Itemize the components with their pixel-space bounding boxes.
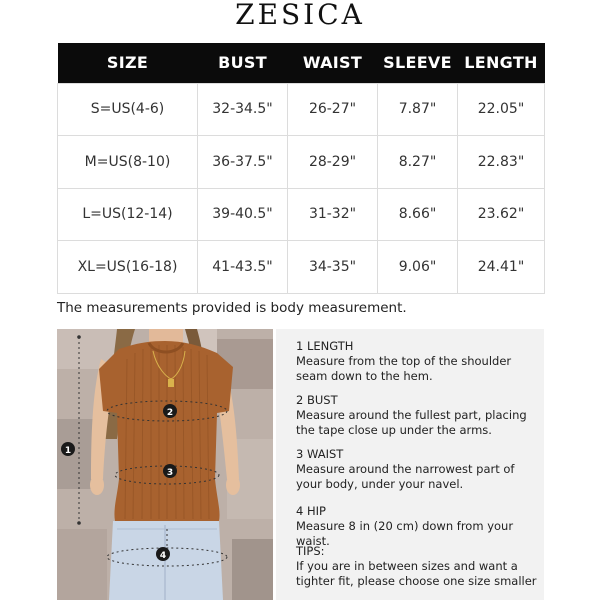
marker-4 <box>156 547 170 561</box>
cell-length: 23.62" <box>458 188 545 241</box>
cell-sleeve: 8.27" <box>378 136 458 189</box>
tips-text: If you are in between sizes and want a tighter fit, please choose one size smaller <box>296 559 537 588</box>
cell-bust: 39-40.5" <box>198 188 288 241</box>
header-size: SIZE <box>58 43 198 83</box>
cell-size: M=US(8-10) <box>58 136 198 189</box>
cell-waist: 28-29" <box>288 136 378 189</box>
marker-2-label: 2 <box>166 408 174 418</box>
cell-bust: 41-43.5" <box>198 241 288 294</box>
cell-size: XL=US(16-18) <box>58 241 198 294</box>
instruction-title: 4 HIP <box>296 504 326 518</box>
table-header-row <box>58 43 545 83</box>
marker-3-label: 3 <box>166 468 174 478</box>
marker-3 <box>163 464 177 478</box>
cell-length: 22.05" <box>458 83 545 136</box>
instruction-text: Measure 8 in (20 cm) down from your waist. <box>296 519 514 548</box>
tips-title: TIPS: <box>296 544 325 558</box>
measurement-instructions-panel <box>276 329 544 600</box>
cell-waist: 26-27" <box>288 83 378 136</box>
instruction-text: Measure around the fullest part, placing the tape close up under the arms. <box>296 408 527 437</box>
instruction-title: 3 WAIST <box>296 447 344 461</box>
header-sleeve: SLEEVE <box>378 43 458 83</box>
marker-1 <box>61 442 75 456</box>
instruction-title: 1 LENGTH <box>296 339 354 353</box>
header-bust: BUST <box>198 43 288 83</box>
cell-length: 24.41" <box>458 241 545 294</box>
instruction-bust <box>296 393 541 438</box>
cell-sleeve: 7.87" <box>378 83 458 136</box>
header-length: LENGTH <box>458 43 545 83</box>
marker-1-label: 1 <box>64 446 72 456</box>
size-chart-table <box>57 43 545 294</box>
instruction-waist <box>296 447 541 492</box>
cell-length: 22.83" <box>458 136 545 189</box>
cell-bust: 32-34.5" <box>198 83 288 136</box>
cell-waist: 34-35" <box>288 241 378 294</box>
instruction-length <box>296 339 541 384</box>
table-row <box>58 83 545 136</box>
table-row <box>58 188 545 241</box>
instruction-title: 2 BUST <box>296 393 338 407</box>
instruction-text: Measure from the top of the shoulder seam down to the hem. <box>296 354 512 383</box>
instruction-text: Measure around the narrowest part of your body, under your navel. <box>296 462 515 491</box>
cell-size: L=US(12-14) <box>58 188 198 241</box>
table-row <box>58 241 545 294</box>
cell-size: S=US(4-6) <box>58 83 198 136</box>
brand-logo: ZESICA <box>235 0 365 31</box>
instruction-hip <box>296 504 541 549</box>
instruction-tips <box>296 544 541 589</box>
marker-2 <box>163 404 177 418</box>
measurement-note: The measurements provided is body measurement. <box>57 300 407 316</box>
table-row <box>58 136 545 189</box>
model-illustration <box>57 329 273 600</box>
cell-sleeve: 8.66" <box>378 188 458 241</box>
model-photo <box>57 329 273 600</box>
cell-bust: 36-37.5" <box>198 136 288 189</box>
marker-4-label: 4 <box>159 551 167 561</box>
cell-sleeve: 9.06" <box>378 241 458 294</box>
header-waist: WAIST <box>288 43 378 83</box>
cell-waist: 31-32" <box>288 188 378 241</box>
